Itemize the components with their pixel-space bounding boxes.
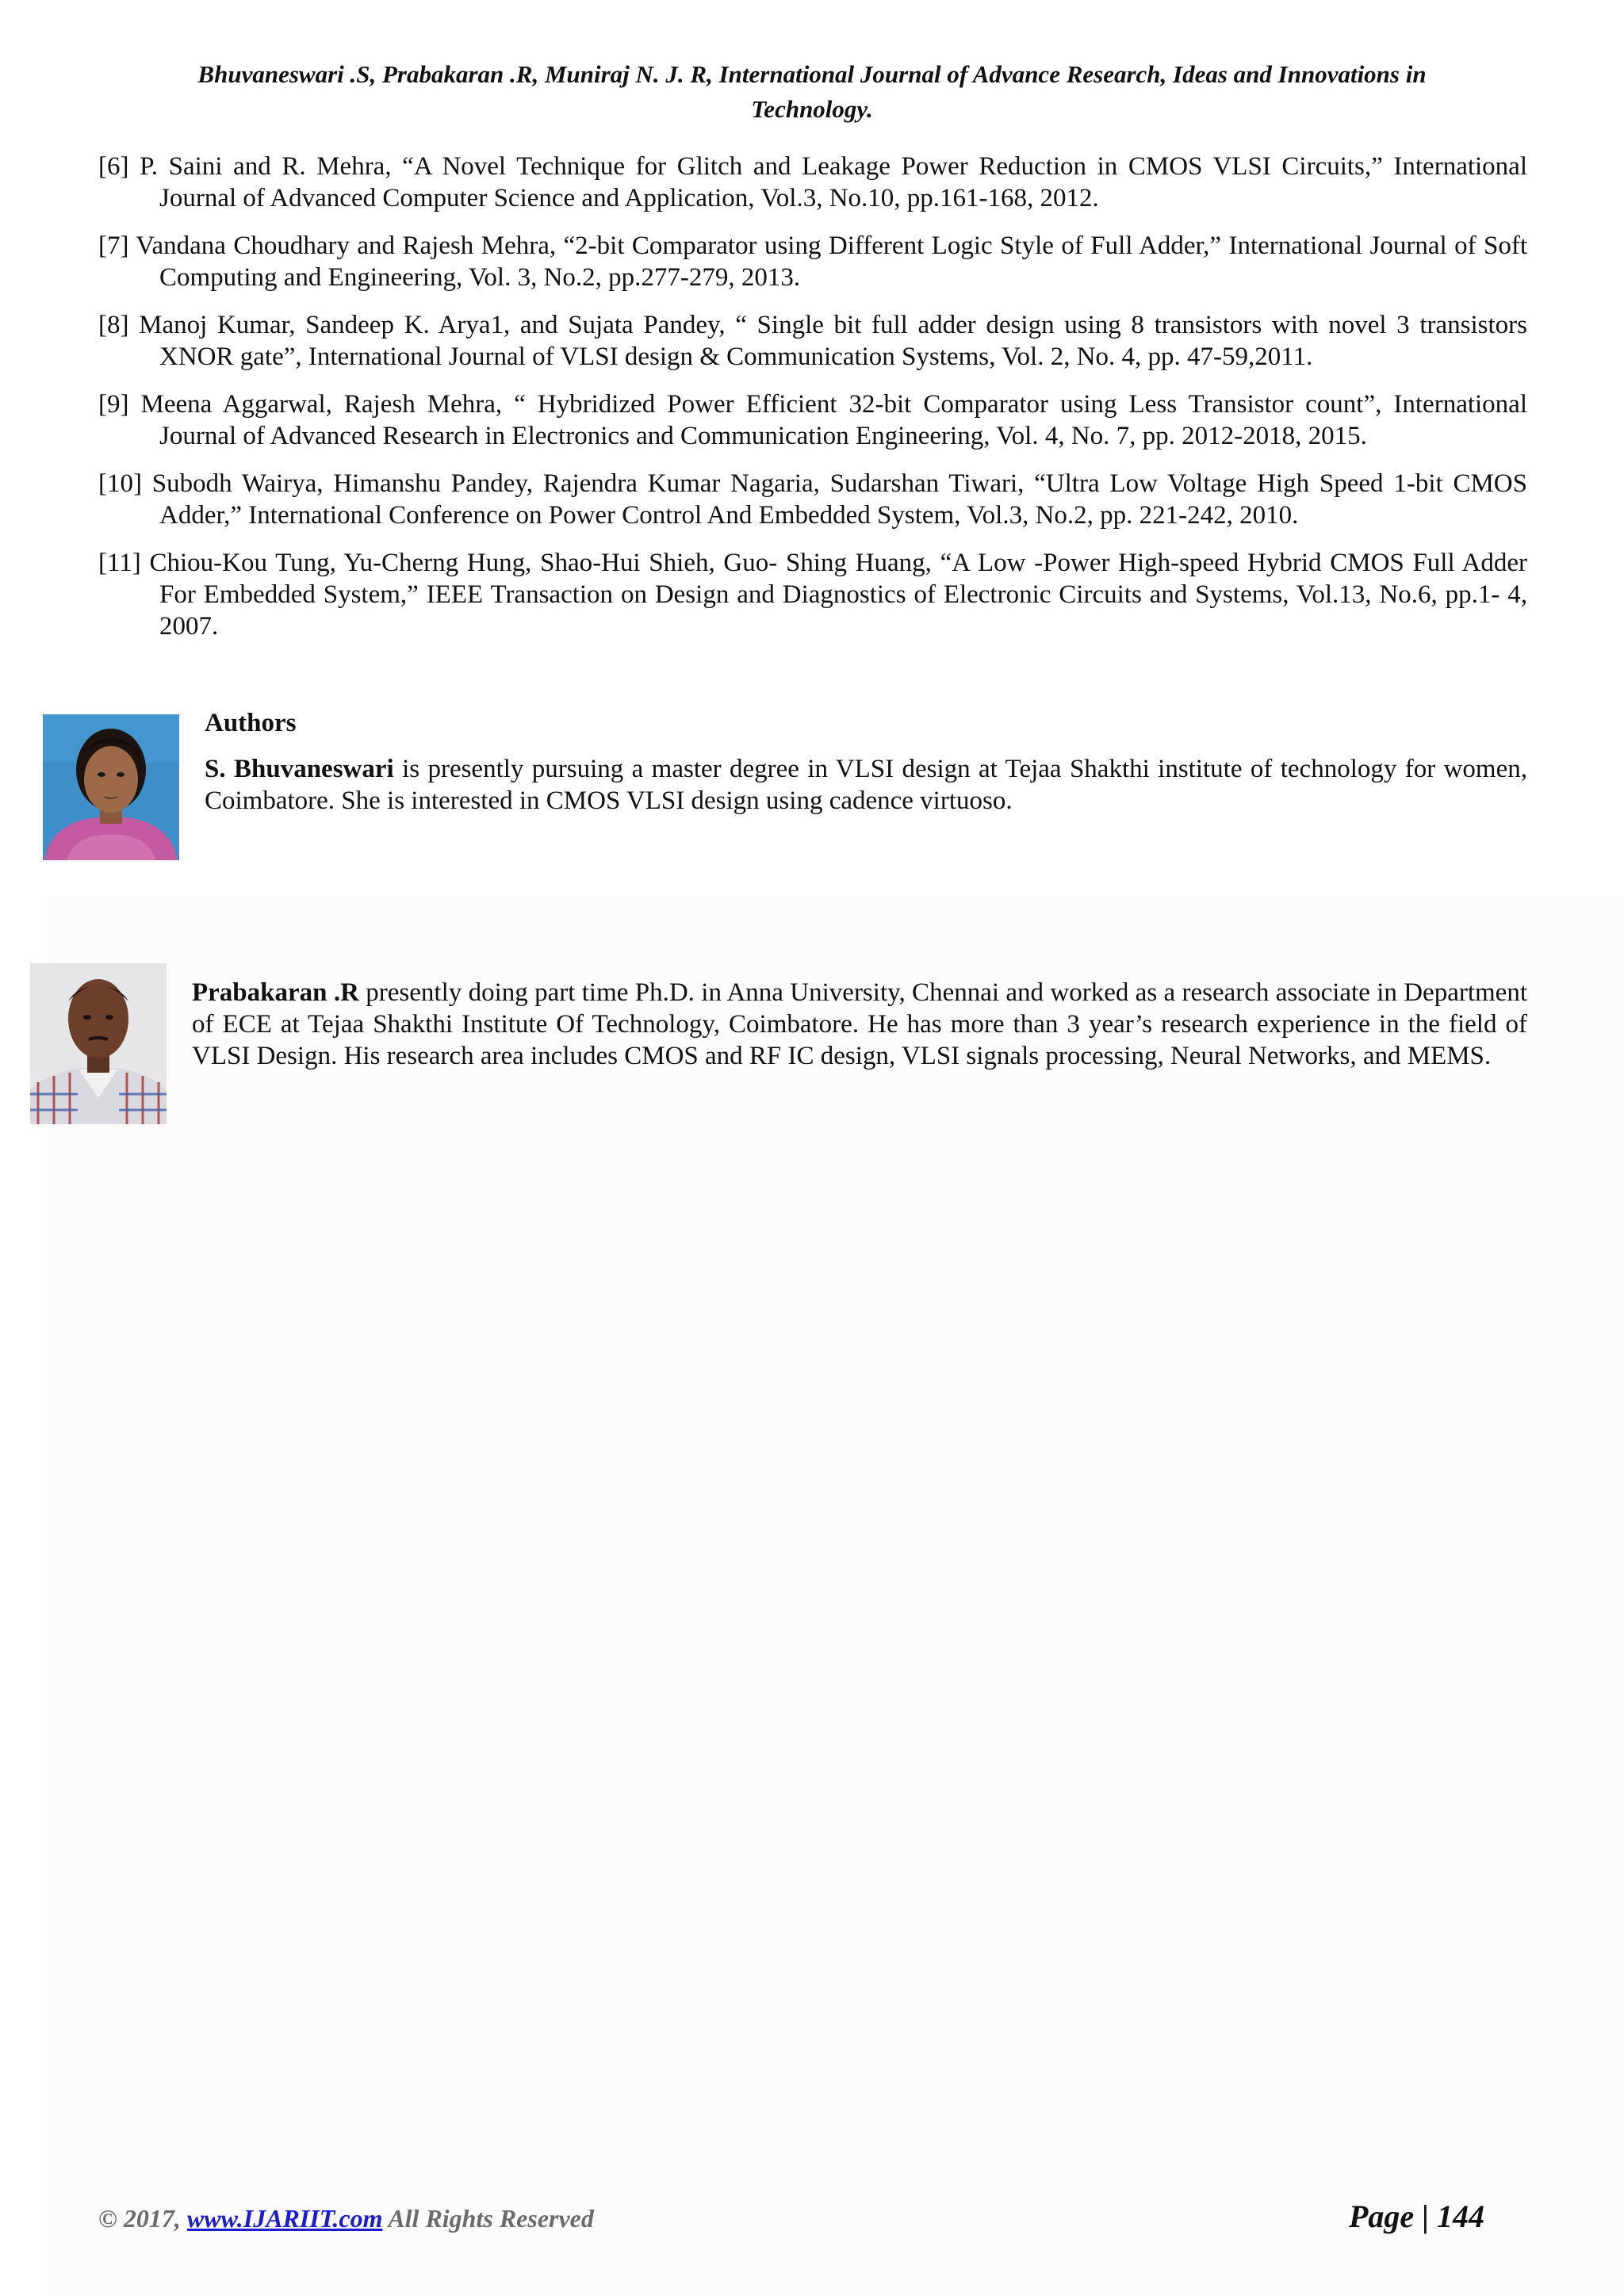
author-name-bhuvaneswari: S. Bhuvaneswari	[205, 755, 394, 783]
author-bio-text-prabakaran: presently doing part time Ph.D. in Anna University, Chennai and worked as a research associate in Department of ECE at Tejaa Shakthi Institute Of Technology, Coimbatore. He has more than 3 year’s research experience in the field of VLSI Design. His research area includes CMOS and RF IC design, VLSI signals processing, Neural Networks, and MEMS.	[192, 978, 1527, 1070]
author-portrait-image	[30, 963, 167, 1124]
author-bio-bhuvaneswari	[205, 753, 1527, 817]
reference-item-9: [9] Meena Aggarwal, Rajesh Mehra, “ Hybridized Power Efficient 32-bit Comparator using Less Transistor count”, International Journal of Advanced Research in Electronics and Communication Engineering, Vol. 4, No. 7, pp. 2012-2018, 2015.	[98, 390, 1527, 450]
reference-list	[98, 151, 1527, 658]
copyright-suffix: All Rights Reserved	[382, 2204, 594, 2233]
reference-item-6: [6] P. Saini and R. Mehra, “A Novel Technique for Glitch and Leakage Power Reduction in CMOS VLSI Circuits,” International Journal of Advanced Computer Science and Application, Vol.3, No.10, pp.161-168, 2012.	[98, 152, 1527, 212]
author-photo-bhuvaneswari	[43, 714, 179, 860]
site-link[interactable]: www.IJARIIT.com	[186, 2204, 383, 2233]
footer-copyright	[98, 2204, 594, 2233]
page-number: Page | 144	[1349, 2198, 1484, 2234]
page-background-shade	[48, 896, 1624, 2296]
author-bio-text-bhuvaneswari: is presently pursuing a master degree in VLSI design at Tejaa Shakthi institute of technology for women, Coimbatore. She is interested in CMOS VLSI design using cadence virtuoso.	[205, 755, 1527, 815]
running-header-line-2: Technology.	[751, 95, 873, 123]
reference-item-8: [8] Manoj Kumar, Sandeep K. Arya1, and Sujata Pandey, “ Single bit full adder design using 8 transistors with novel 3 transistors XNOR gate”, International Journal of VLSI design & Communication Systems, Vol. 2, No. 4, pp. 47-59,2011.	[98, 311, 1527, 371]
author-photo-prabakaran	[30, 963, 167, 1124]
running-header	[103, 57, 1521, 127]
reference-item-10: [10] Subodh Wairya, Himanshu Pandey, Rajendra Kumar Nagaria, Sudarshan Tiwari, “Ultra Low Voltage High Speed 1-bit CMOS Adder,” International Conference on Power Control And Embedded System, Vol.3, No.2, pp. 221-242, 2010.	[98, 469, 1527, 530]
author-portrait-image	[43, 714, 179, 860]
reference-item-7: [7] Vandana Choudhary and Rajesh Mehra, “2-bit Comparator using Different Logic Style of Full Adder,” International Journal of Soft Computing and Engineering, Vol. 3, No.2, pp.277-279, 2013.	[98, 232, 1527, 292]
copyright-prefix: © 2017,	[98, 2204, 187, 2233]
authors-heading: Authors	[205, 709, 297, 737]
author-bio-prabakaran	[192, 977, 1527, 1072]
reference-item-11: [11] Chiou-Kou Tung, Yu-Cherng Hung, Shao-Hui Shieh, Guo- Shing Huang, “A Low -Power High-speed Hybrid CMOS Full Adder For Embedded System,” IEEE Transaction on Design and Diagnostics of Electronic Circuits and Systems, Vol.13, No.6, pp.1- 4, 2007.	[98, 549, 1527, 641]
running-header-line-1: Bhuvaneswari .S, Prabakaran .R, Muniraj N. J. R, International Journal of Advance Research, Ideas and Innovations in	[197, 60, 1427, 88]
author-name-prabakaran: Prabakaran .R	[192, 978, 359, 1007]
